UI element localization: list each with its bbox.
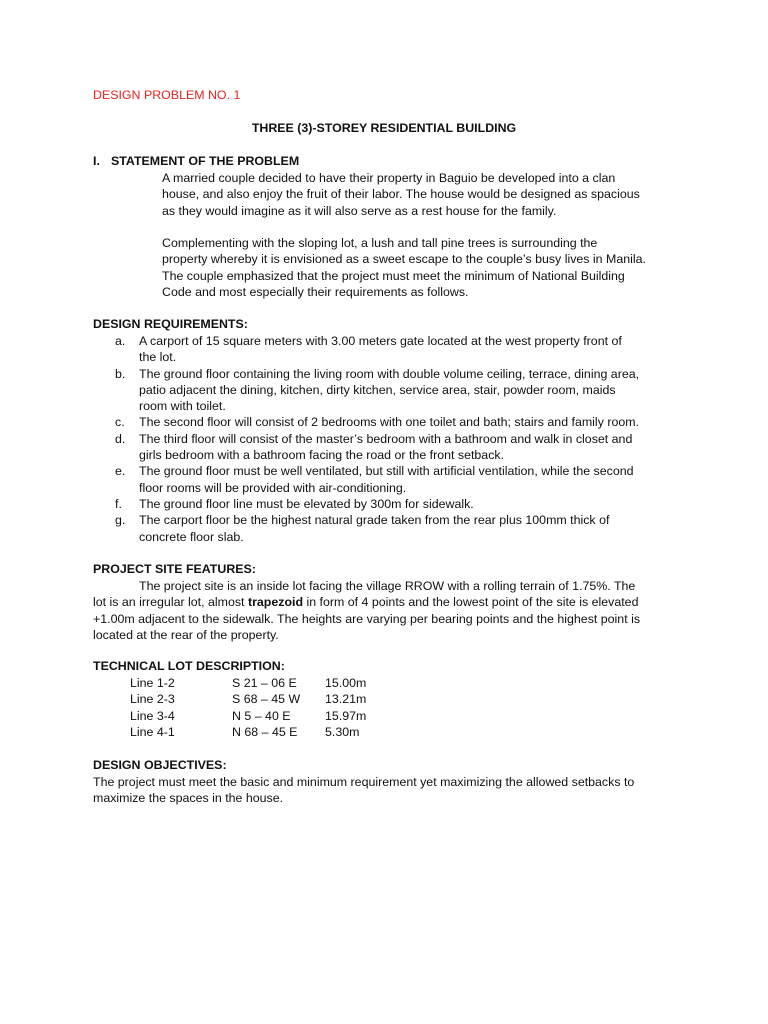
text-line: +1.00m adjacent to the sidewalk. The heights are varying per bearing points and the highest point is: [93, 611, 641, 626]
table-row: [130, 724, 395, 740]
text-line: located at the rear of the property.: [93, 627, 279, 642]
list-item: [93, 512, 683, 545]
lot-bearing: N 68 – 45 E: [232, 724, 298, 739]
text-line: the lot.: [139, 350, 177, 365]
list-marker: e.: [115, 464, 126, 479]
text-line: girls bedroom with a bathroom facing the road or the front setback.: [139, 448, 505, 463]
lot-description-table: [130, 675, 395, 740]
objectives-paragraph: [93, 774, 693, 807]
text-line: room with toilet.: [139, 399, 226, 414]
text-line: Complementing with the sloping lot, a lush and tall pine trees is surrounding the: [162, 236, 598, 250]
statement-paragraph-1: [162, 170, 722, 219]
text-line: A carport of 15 square meters with 3.00 meters gate located at the west property front of: [139, 334, 622, 348]
lot-distance: 15.97m: [325, 708, 367, 723]
lot-line: Line 1-2: [130, 676, 175, 690]
text-line: concrete floor slab.: [139, 529, 244, 544]
requirements-heading: DESIGN REQUIREMENTS:: [93, 317, 248, 331]
text-line: The project must meet the basic and minimum requirement yet maximizing the allowed setbacks to: [93, 775, 635, 789]
list-marker: g.: [115, 513, 126, 528]
table-row: [130, 708, 395, 724]
lot-line: Line 2-3: [130, 692, 175, 707]
lot-distance: 5.30m: [325, 724, 360, 739]
text-line: maximize the spaces in the house.: [93, 791, 284, 806]
list-item: [93, 414, 683, 430]
lot-line: Line 4-1: [130, 724, 175, 739]
list-marker: b.: [115, 366, 126, 381]
lot-bearing: S 68 – 45 W: [232, 692, 301, 707]
text-run: in form of 4 points and the lowest point of the site is elevated: [303, 595, 639, 610]
text-line: The ground floor line must be elevated by 300m for sidewalk.: [139, 496, 474, 511]
statement-heading: STATEMENT OF THE PROBLEM: [111, 154, 300, 168]
list-item: [93, 333, 683, 366]
trapezoid-emphasis: trapezoid: [247, 595, 304, 610]
text-line: The second floor will consist of 2 bedrooms with one toilet and bath; stairs and family room.: [139, 415, 639, 430]
lot-heading: TECHNICAL LOT DESCRIPTION:: [93, 659, 285, 673]
list-marker: a.: [115, 334, 126, 348]
lot-bearing: S 21 – 06 E: [232, 676, 297, 690]
site-paragraph: [93, 578, 693, 643]
text-line: house, and also enjoy the fruit of their labor. The house would be designed as spacious: [162, 187, 640, 202]
lot-distance: 13.21m: [325, 692, 367, 707]
table-row: [130, 675, 395, 691]
list-marker: c.: [115, 415, 125, 430]
statement-paragraph-2: [162, 235, 722, 300]
lot-line: Line 3-4: [130, 708, 175, 723]
building-title: THREE (3)-STOREY RESIDENTIAL BUILDING: [251, 121, 517, 135]
text-line: The ground floor containing the living room with double volume ceiling, terrace, dining area,: [139, 366, 640, 381]
requirements-list: [93, 333, 683, 545]
text-line: The carport floor be the highest natural grade taken from the rear plus 100mm thick of: [139, 513, 610, 528]
list-item: [93, 431, 683, 464]
table-row: [130, 691, 395, 707]
text-run: lot is an irregular lot, almost: [93, 595, 248, 610]
text-line: as they would imagine as it will also serve as a rest house for the family.: [162, 203, 557, 218]
list-marker: f.: [115, 496, 122, 511]
text-line: A married couple decided to have their property in Baguio be developed into a clan: [162, 171, 616, 185]
text-line: property whereby it is envisioned as a sweet escape to the couple’s busy lives in Manila.: [162, 252, 646, 267]
lot-distance: 15.00m: [325, 676, 367, 690]
text-line: The couple emphasized that the project must meet the minimum of National Building: [162, 268, 625, 283]
text-line: [93, 594, 693, 610]
text-line: The third floor will consist of the master’s bedroom with a bathroom and walk in closet and: [139, 431, 633, 446]
list-item: [93, 366, 683, 415]
text-line: floor rooms will be provided with air-conditioning.: [139, 480, 407, 495]
text-line: The ground floor must be well ventilated, but still with artificial ventilation, while the second: [139, 464, 634, 479]
list-marker: d.: [115, 431, 126, 446]
text-line: The project site is an inside lot facing the village RROW with a rolling terrain of 1.75%. The: [139, 579, 636, 593]
lot-bearing: N 5 – 40 E: [232, 708, 291, 723]
text-line: Code and most especially their requirements as follows.: [162, 284, 469, 299]
problem-title: DESIGN PROBLEM NO. 1: [93, 88, 241, 102]
list-item: [93, 463, 683, 496]
site-heading: PROJECT SITE FEATURES:: [93, 562, 256, 576]
section-number: I.: [93, 154, 100, 168]
list-item: [93, 496, 683, 512]
text-line: patio adjacent the dining, kitchen, dirty kitchen, service area, stair, powder room, maids: [139, 382, 616, 397]
objectives-heading: DESIGN OBJECTIVES:: [93, 758, 227, 772]
